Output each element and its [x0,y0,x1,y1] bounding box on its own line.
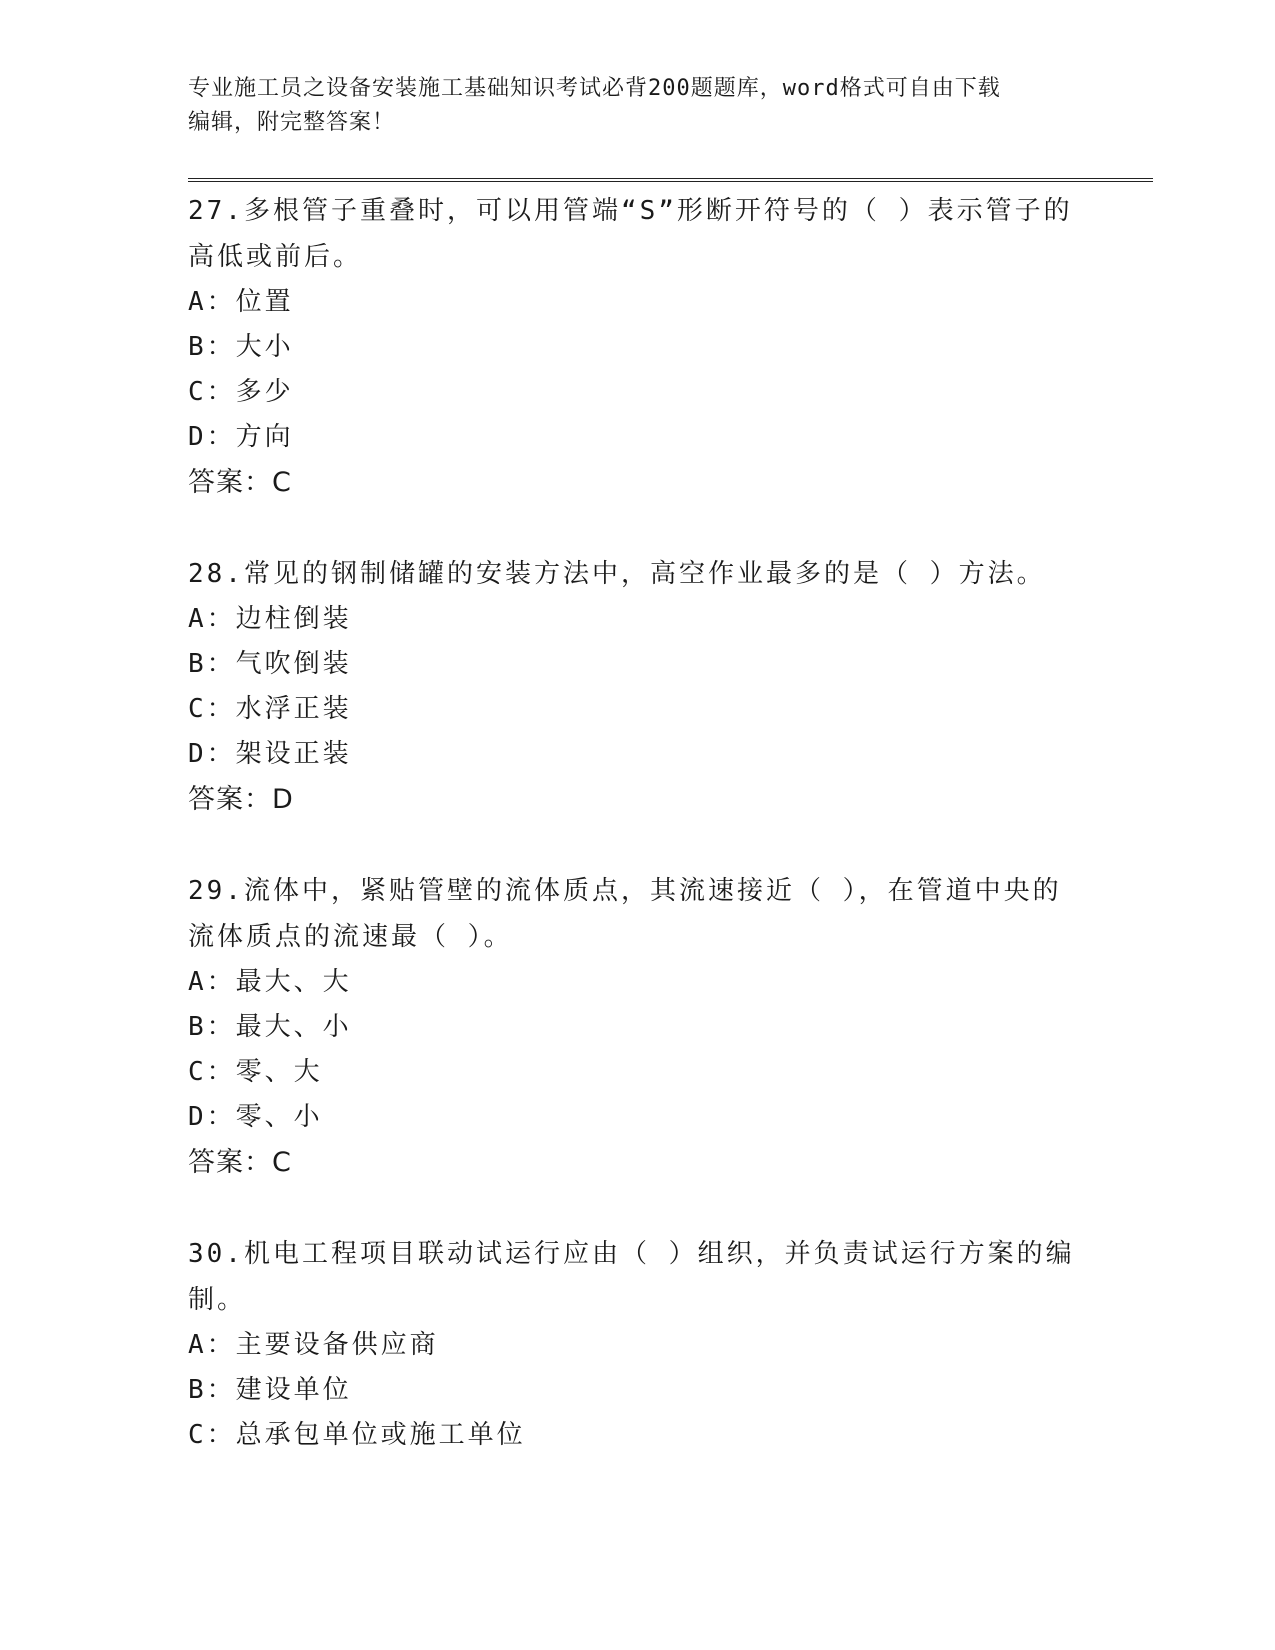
question-text: 27.多根管子重叠时，可以用管端“S”形断开符号的（ ）表示管子的 [188,196,1073,226]
option-a: A：位置 [188,287,294,317]
header-line-2: 编辑，附完整答案！ [188,110,396,135]
question-28 [188,551,1088,822]
question-27 [188,188,1088,505]
option-c: C：总承包单位或施工单位 [188,1420,526,1450]
option-c: C：多少 [188,377,294,407]
option-a: A：最大、大 [188,967,352,997]
question-text: 28.常见的钢制储罐的安装方法中，高空作业最多的是（ ）方法。 [188,559,1046,589]
option-d: D：零、小 [188,1102,323,1132]
question-text: 29.流体中，紧贴管壁的流体质点，其流速接近（ ），在管道中央的 [188,876,1062,906]
option-b: B：最大、小 [188,1012,352,1042]
question-text: 30.机电工程项目联动试运行应由（ ）组织，并负责试运行方案的编 [188,1239,1075,1269]
option-d: D：架设正装 [188,739,352,769]
answer: 答案：C [188,1147,292,1178]
option-a: A：边柱倒装 [188,604,352,634]
option-b: B：大小 [188,332,294,362]
answer: 答案：D [188,784,294,815]
option-c: C：水浮正装 [188,694,352,724]
answer: 答案：C [188,467,292,498]
option-a: A：主要设备供应商 [188,1330,439,1360]
question-text-continued: 制。 [188,1285,247,1315]
question-text-continued: 流体质点的流速最（ ）。 [188,922,513,952]
header-line-1: 专业施工员之设备安装施工基础知识考试必背200题题库，word格式可自由下载 [188,76,1001,101]
question-list [188,188,1088,1504]
question-29 [188,868,1088,1185]
question-text-continued: 高低或前后。 [188,242,363,272]
option-b: B：建设单位 [188,1375,352,1405]
option-c: C：零、大 [188,1057,323,1087]
option-d: D：方向 [188,422,294,452]
question-30 [188,1231,1088,1458]
document-header [188,72,1088,140]
option-b: B：气吹倒装 [188,649,352,679]
header-divider [188,178,1153,182]
